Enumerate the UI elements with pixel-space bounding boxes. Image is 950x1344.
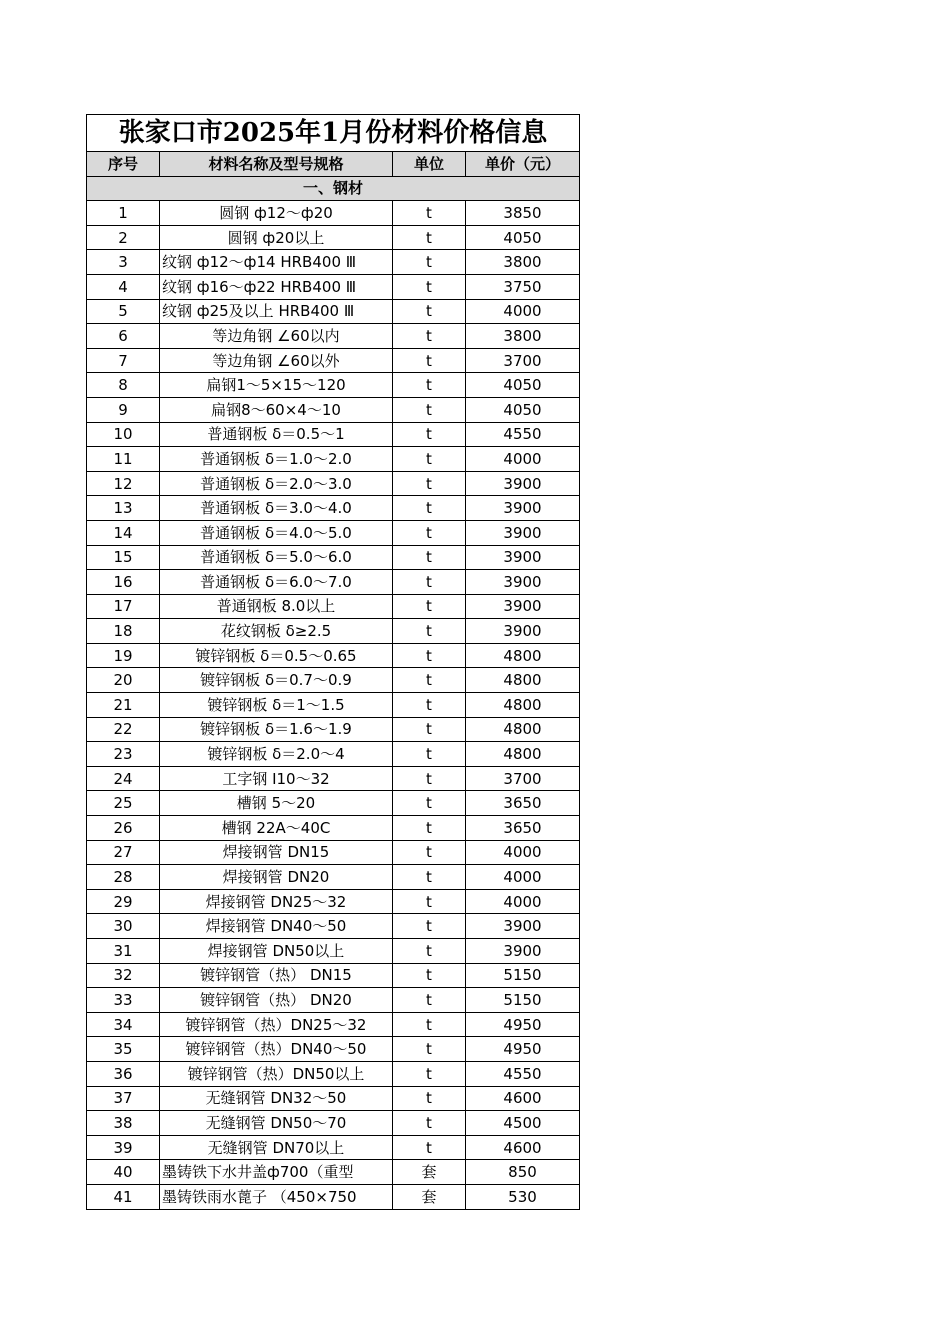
- table-row: [87, 791, 580, 816]
- cell-no: 40: [87, 1160, 160, 1185]
- cell-no: 31: [87, 939, 160, 964]
- cell-no: 9: [87, 397, 160, 422]
- title-row: [87, 115, 580, 152]
- cell-name: 墨铸铁雨水蓖子 （450×750: [160, 1184, 393, 1209]
- cell-no: 21: [87, 693, 160, 718]
- cell-no: 5: [87, 299, 160, 324]
- cell-price: 4800: [466, 717, 580, 742]
- cell-name: 镀锌钢管（热）DN40～50: [160, 1037, 393, 1062]
- cell-name: 镀锌钢板 δ＝0.5～0.65: [160, 643, 393, 668]
- cell-price: 3850: [466, 201, 580, 226]
- table-row: [87, 471, 580, 496]
- cell-price: 4600: [466, 1135, 580, 1160]
- section-label: 一、钢材: [87, 176, 580, 201]
- cell-no: 2: [87, 225, 160, 250]
- table-row: [87, 619, 580, 644]
- cell-name: 普通钢板 δ＝4.0～5.0: [160, 520, 393, 545]
- cell-no: 6: [87, 324, 160, 349]
- cell-no: 25: [87, 791, 160, 816]
- cell-name: 扁钢1～5×15～120: [160, 373, 393, 398]
- cell-name: 普通钢板 δ＝5.0～6.0: [160, 545, 393, 570]
- table-row: [87, 668, 580, 693]
- cell-unit: t: [393, 914, 466, 939]
- cell-unit: t: [393, 840, 466, 865]
- cell-name: 普通钢板 8.0以上: [160, 594, 393, 619]
- table-row: [87, 496, 580, 521]
- cell-price: 3900: [466, 914, 580, 939]
- table-row: [87, 840, 580, 865]
- cell-no: 37: [87, 1086, 160, 1111]
- cell-name: 普通钢板 δ＝3.0～4.0: [160, 496, 393, 521]
- cell-unit: t: [393, 668, 466, 693]
- cell-no: 39: [87, 1135, 160, 1160]
- cell-no: 36: [87, 1061, 160, 1086]
- cell-name: 墨铸铁下水井盖ф700（重型: [160, 1160, 393, 1185]
- cell-price: 4000: [466, 889, 580, 914]
- table-row: [87, 545, 580, 570]
- cell-name: 镀锌钢管（热） DN15: [160, 963, 393, 988]
- cell-unit: t: [393, 299, 466, 324]
- header-price: 单价（元）: [466, 152, 580, 177]
- table-row: [87, 717, 580, 742]
- cell-price: 3900: [466, 520, 580, 545]
- cell-price: 4550: [466, 1061, 580, 1086]
- table-row: [87, 1061, 580, 1086]
- table-row: [87, 939, 580, 964]
- table-row: [87, 988, 580, 1013]
- cell-no: 4: [87, 274, 160, 299]
- cell-price: 5150: [466, 963, 580, 988]
- cell-name: 花纹钢板 δ≥2.5: [160, 619, 393, 644]
- cell-no: 17: [87, 594, 160, 619]
- cell-unit: t: [393, 373, 466, 398]
- cell-unit: t: [393, 643, 466, 668]
- cell-no: 26: [87, 816, 160, 841]
- cell-unit: t: [393, 766, 466, 791]
- table-row: [87, 693, 580, 718]
- cell-price: 3900: [466, 496, 580, 521]
- cell-no: 30: [87, 914, 160, 939]
- cell-no: 7: [87, 348, 160, 373]
- cell-price: 3800: [466, 324, 580, 349]
- cell-no: 14: [87, 520, 160, 545]
- cell-price: 4500: [466, 1111, 580, 1136]
- cell-name: 普通钢板 δ＝2.0～3.0: [160, 471, 393, 496]
- table-row: [87, 570, 580, 595]
- cell-name: 普通钢板 δ＝6.0～7.0: [160, 570, 393, 595]
- table-row: [87, 1160, 580, 1185]
- cell-name: 焊接钢管 DN50以上: [160, 939, 393, 964]
- table-row: [87, 274, 580, 299]
- cell-no: 12: [87, 471, 160, 496]
- table-row: [87, 225, 580, 250]
- cell-price: 4050: [466, 225, 580, 250]
- cell-unit: 套: [393, 1184, 466, 1209]
- cell-price: 3900: [466, 619, 580, 644]
- cell-name: 镀锌钢板 δ＝1.6～1.9: [160, 717, 393, 742]
- cell-unit: 套: [393, 1160, 466, 1185]
- cell-unit: t: [393, 594, 466, 619]
- table-row: [87, 643, 580, 668]
- cell-no: 13: [87, 496, 160, 521]
- cell-no: 8: [87, 373, 160, 398]
- cell-no: 11: [87, 447, 160, 472]
- cell-price: 4800: [466, 693, 580, 718]
- cell-unit: t: [393, 963, 466, 988]
- cell-price: 4550: [466, 422, 580, 447]
- table-row: [87, 373, 580, 398]
- cell-name: 普通钢板 δ＝1.0～2.0: [160, 447, 393, 472]
- cell-unit: t: [393, 1111, 466, 1136]
- cell-no: 32: [87, 963, 160, 988]
- cell-price: 4000: [466, 299, 580, 324]
- table-row: [87, 594, 580, 619]
- table-row: [87, 742, 580, 767]
- cell-no: 22: [87, 717, 160, 742]
- section-row: [87, 176, 580, 201]
- cell-name: 普通钢板 δ＝0.5～1: [160, 422, 393, 447]
- table-row: [87, 889, 580, 914]
- cell-no: 23: [87, 742, 160, 767]
- cell-unit: t: [393, 693, 466, 718]
- cell-no: 1: [87, 201, 160, 226]
- cell-name: 纹钢 ф12～ф14 HRB400 Ⅲ: [160, 250, 393, 275]
- cell-name: 镀锌钢板 δ＝0.7～0.9: [160, 668, 393, 693]
- cell-unit: t: [393, 1061, 466, 1086]
- cell-name: 等边角钢 ∠60以外: [160, 348, 393, 373]
- cell-price: 5150: [466, 988, 580, 1013]
- cell-no: 10: [87, 422, 160, 447]
- cell-name: 槽钢 5～20: [160, 791, 393, 816]
- cell-name: 镀锌钢板 δ＝1～1.5: [160, 693, 393, 718]
- cell-price: 3900: [466, 545, 580, 570]
- cell-unit: t: [393, 865, 466, 890]
- cell-unit: t: [393, 939, 466, 964]
- cell-price: 4000: [466, 840, 580, 865]
- cell-price: 3900: [466, 594, 580, 619]
- cell-price: 4800: [466, 742, 580, 767]
- cell-unit: t: [393, 422, 466, 447]
- cell-no: 28: [87, 865, 160, 890]
- cell-name: 焊接钢管 DN25～32: [160, 889, 393, 914]
- table-row: [87, 1111, 580, 1136]
- cell-unit: t: [393, 570, 466, 595]
- cell-unit: t: [393, 274, 466, 299]
- cell-unit: t: [393, 717, 466, 742]
- cell-no: 33: [87, 988, 160, 1013]
- cell-unit: t: [393, 988, 466, 1013]
- cell-unit: t: [393, 1012, 466, 1037]
- cell-price: 4950: [466, 1037, 580, 1062]
- cell-unit: t: [393, 1135, 466, 1160]
- cell-name: 槽钢 22A～40C: [160, 816, 393, 841]
- cell-unit: t: [393, 889, 466, 914]
- cell-name: 圆钢 ф20以上: [160, 225, 393, 250]
- cell-price: 4000: [466, 447, 580, 472]
- cell-price: 4050: [466, 397, 580, 422]
- table-row: [87, 914, 580, 939]
- table-row: [87, 1012, 580, 1037]
- table-row: [87, 397, 580, 422]
- cell-no: 24: [87, 766, 160, 791]
- cell-unit: t: [393, 520, 466, 545]
- cell-unit: t: [393, 545, 466, 570]
- table-row: [87, 816, 580, 841]
- cell-unit: t: [393, 225, 466, 250]
- cell-name: 扁钢8～60×4～10: [160, 397, 393, 422]
- cell-unit: t: [393, 348, 466, 373]
- cell-price: 3650: [466, 791, 580, 816]
- table-row: [87, 324, 580, 349]
- cell-price: 4600: [466, 1086, 580, 1111]
- cell-price: 3700: [466, 766, 580, 791]
- cell-unit: t: [393, 1037, 466, 1062]
- cell-name: 镀锌钢管（热） DN20: [160, 988, 393, 1013]
- table-row: [87, 766, 580, 791]
- cell-price: 4800: [466, 643, 580, 668]
- cell-unit: t: [393, 324, 466, 349]
- cell-price: 850: [466, 1160, 580, 1185]
- cell-name: 纹钢 ф25及以上 HRB400 Ⅲ: [160, 299, 393, 324]
- cell-price: 4000: [466, 865, 580, 890]
- cell-name: 无缝钢管 DN70以上: [160, 1135, 393, 1160]
- cell-name: 圆钢 ф12～ф20: [160, 201, 393, 226]
- cell-no: 29: [87, 889, 160, 914]
- table-row: [87, 1037, 580, 1062]
- cell-no: 3: [87, 250, 160, 275]
- cell-unit: t: [393, 471, 466, 496]
- cell-no: 38: [87, 1111, 160, 1136]
- cell-unit: t: [393, 447, 466, 472]
- cell-price: 3800: [466, 250, 580, 275]
- table-row: [87, 963, 580, 988]
- cell-price: 3900: [466, 939, 580, 964]
- price-table: [86, 114, 580, 1210]
- cell-no: 35: [87, 1037, 160, 1062]
- cell-name: 纹钢 ф16～ф22 HRB400 Ⅲ: [160, 274, 393, 299]
- cell-name: 焊接钢管 DN20: [160, 865, 393, 890]
- cell-price: 4050: [466, 373, 580, 398]
- table-row: [87, 348, 580, 373]
- cell-name: 镀锌钢管（热）DN50以上: [160, 1061, 393, 1086]
- table-row: [87, 447, 580, 472]
- cell-name: 无缝钢管 DN32～50: [160, 1086, 393, 1111]
- table-row: [87, 201, 580, 226]
- cell-unit: t: [393, 250, 466, 275]
- cell-no: 27: [87, 840, 160, 865]
- cell-no: 15: [87, 545, 160, 570]
- cell-no: 16: [87, 570, 160, 595]
- table-row: [87, 520, 580, 545]
- cell-price: 4800: [466, 668, 580, 693]
- header-name: 材料名称及型号规格: [160, 152, 393, 177]
- cell-unit: t: [393, 496, 466, 521]
- cell-unit: t: [393, 1086, 466, 1111]
- table-row: [87, 250, 580, 275]
- cell-name: 等边角钢 ∠60以内: [160, 324, 393, 349]
- table-row: [87, 1086, 580, 1111]
- cell-unit: t: [393, 201, 466, 226]
- cell-price: 530: [466, 1184, 580, 1209]
- cell-price: 3750: [466, 274, 580, 299]
- cell-unit: t: [393, 397, 466, 422]
- cell-name: 镀锌钢管（热）DN25～32: [160, 1012, 393, 1037]
- cell-no: 20: [87, 668, 160, 693]
- cell-price: 3900: [466, 471, 580, 496]
- table-row: [87, 1135, 580, 1160]
- cell-price: 3900: [466, 570, 580, 595]
- cell-no: 41: [87, 1184, 160, 1209]
- cell-unit: t: [393, 742, 466, 767]
- cell-name: 焊接钢管 DN15: [160, 840, 393, 865]
- cell-no: 34: [87, 1012, 160, 1037]
- cell-name: 镀锌钢板 δ＝2.0～4: [160, 742, 393, 767]
- cell-name: 工字钢 Ⅰ10～32: [160, 766, 393, 791]
- table-row: [87, 299, 580, 324]
- cell-unit: t: [393, 816, 466, 841]
- page-title: 张家口市2025年1月份材料价格信息: [87, 115, 580, 152]
- header-row: [87, 152, 580, 177]
- table-row: [87, 422, 580, 447]
- cell-no: 19: [87, 643, 160, 668]
- table-row: [87, 1184, 580, 1209]
- cell-name: 焊接钢管 DN40～50: [160, 914, 393, 939]
- cell-unit: t: [393, 619, 466, 644]
- header-no: 序号: [87, 152, 160, 177]
- cell-no: 18: [87, 619, 160, 644]
- cell-price: 4950: [466, 1012, 580, 1037]
- cell-name: 无缝钢管 DN50～70: [160, 1111, 393, 1136]
- cell-price: 3650: [466, 816, 580, 841]
- cell-unit: t: [393, 791, 466, 816]
- header-unit: 单位: [393, 152, 466, 177]
- table-row: [87, 865, 580, 890]
- cell-price: 3700: [466, 348, 580, 373]
